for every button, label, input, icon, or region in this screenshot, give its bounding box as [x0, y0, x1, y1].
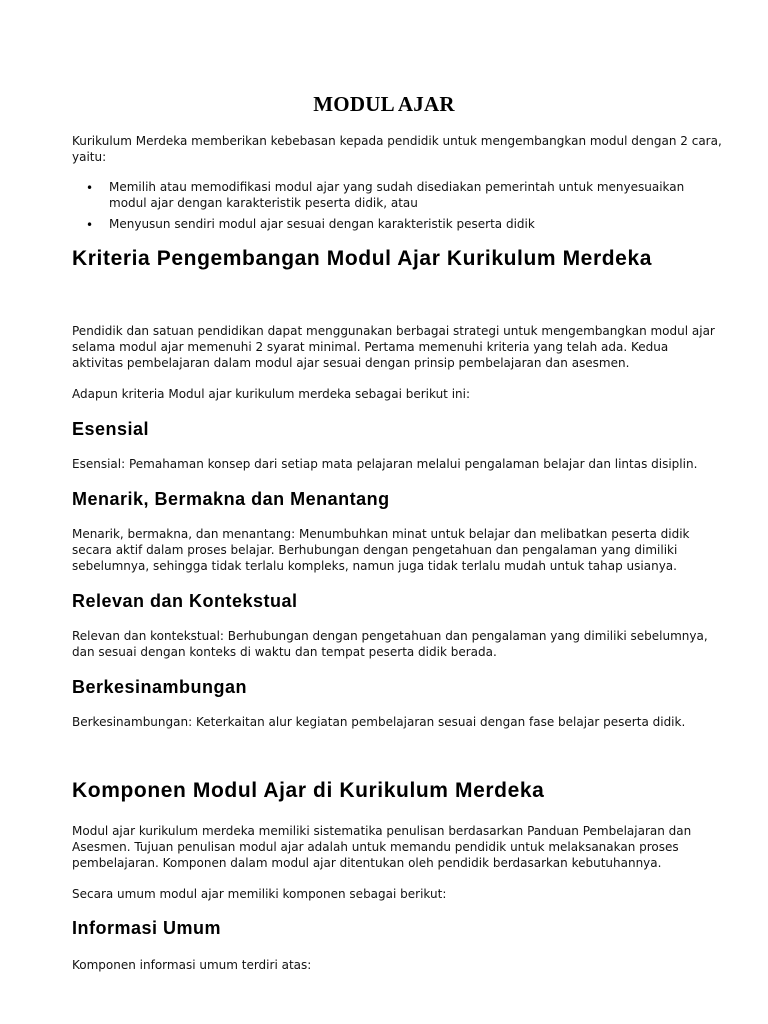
relevan-text: Relevan dan kontekstual: Berhubungan dengan pengetahuan dan pengalaman yang dimiliki sebelumnya, dan sesuai dengan konteks di waktu dan tempat peserta didik berada.	[72, 629, 708, 659]
komponen-paragraph-1: Modul ajar kurikulum merdeka memiliki sistematika penulisan berdasarkan Panduan Pembelajaran dan Asesmen. Tujuan penulisan modul ajar adalah untuk memandu pendidik untuk melaksanakan proses pembelajaran. Komponen dalam modul ajar ditentukan oleh pendidik berdasarkan kebutuhannya.	[72, 824, 692, 870]
berkesinambungan-text: Berkesinambungan: Keterkaitan alur kegiatan pembelajaran sesuai dengan fase belajar peserta didik.	[72, 715, 686, 729]
komponen-paragraph-2: Secara umum modul ajar memiliki komponen sebagai berikut:	[72, 887, 447, 901]
section-heading-komponen: Komponen Modul Ajar di Kurikulum Merdeka	[72, 779, 545, 802]
intro-paragraph: Kurikulum Merdeka memberikan kebebasan kepada pendidik untuk mengembangkan modul dengan 2 cara, yaitu:	[72, 134, 722, 164]
esensial-text: Esensial: Pemahaman konsep dari setiap mata pelajaran melalui pengalaman belajar dan lintas disiplin.	[72, 457, 698, 471]
bullet-icon: •	[86, 218, 94, 232]
subheading-berkesinambungan: Berkesinambungan	[72, 677, 248, 697]
subheading-relevan: Relevan dan Kontekstual	[72, 591, 298, 611]
kriteria-paragraph-1: Pendidik dan satuan pendidikan dapat menggunakan berbagai strategi untuk mengembangkan modul ajar selama modul ajar memenuhi 2 syarat minimal. Pertama memenuhi kriteria yang telah ada. Kedua aktivitas pembelajaran dalam modul ajar sesuai dengan prinsip pembelajaran dan asesmen.	[72, 324, 715, 370]
subheading-esensial: Esensial	[72, 419, 150, 439]
kriteria-paragraph-2: Adapun kriteria Modul ajar kurikulum merdeka sebagai berikut ini:	[72, 387, 471, 401]
subheading-informasi-umum: Informasi Umum	[72, 918, 222, 938]
subheading-menarik: Menarik, Bermakna dan Menantang	[72, 489, 390, 509]
informasi-umum-text: Komponen informasi umum terdiri atas:	[72, 958, 312, 972]
page-title: MODUL AJAR	[313, 92, 455, 116]
bullet-item-2: Menyusun sendiri modul ajar sesuai dengan karakteristik peserta didik	[109, 217, 535, 231]
section-heading-kriteria: Kriteria Pengembangan Modul Ajar Kurikulum Merdeka	[72, 247, 652, 270]
menarik-text: Menarik, bermakna, dan menantang: Menumbuhkan minat untuk belajar dan melibatkan peserta didik secara aktif dalam proses belajar. Berhubungan dengan pengetahuan dan pengalaman yang dimiliki sebelumnya, sehingga tidak terlalu kompleks, namun juga tidak terlalu mudah untuk tahap usianya.	[72, 527, 690, 573]
bullet-item-1: Memilih atau memodifikasi modul ajar yang sudah disediakan pemerintah untuk menyesuaikan modul ajar dengan karakteristik peserta didik, atau	[109, 180, 685, 210]
bullet-icon: •	[86, 181, 94, 195]
